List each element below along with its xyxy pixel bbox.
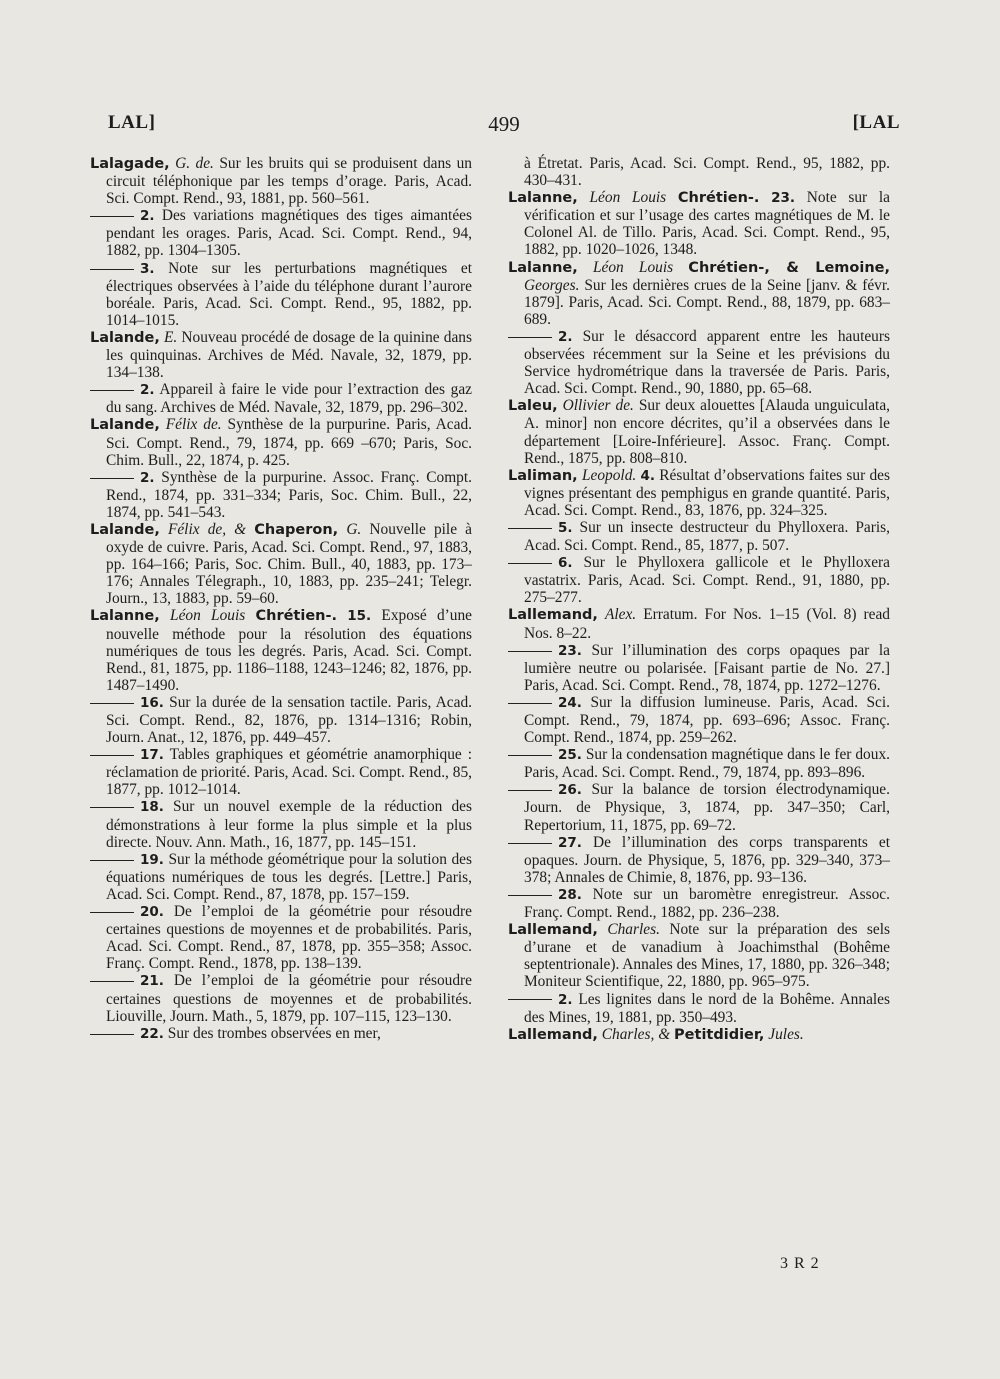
entry-text: Synthèse de la purpurine. Paris, Acad. Sci. Compt. Rend., 79, 1874, pp. 669 –670; Paris, Soc. Chim. Bull., 22, 1874, p. 425. <box>106 416 472 469</box>
entry-number: 2. <box>140 208 155 225</box>
author-surname: Lallemand, <box>508 1026 598 1043</box>
entry-text: Des variations magnétiques des tiges aimantées pendant les orages. Paris, Acad. Sci. Compt. Rend., 94, 1882, pp. 1304–1305. <box>106 207 472 260</box>
ditto-dash <box>508 563 552 564</box>
bibliography-entry <box>508 834 890 886</box>
bibliography-entry <box>508 259 890 328</box>
ditto-dash <box>508 755 552 756</box>
author-surname: Lallemand, <box>508 607 598 624</box>
ditto-dash <box>90 703 134 704</box>
author-surname: Laliman, <box>508 467 578 484</box>
entry-number: 15. <box>347 608 372 625</box>
ditto-dash <box>508 337 552 338</box>
entry-text: Note sur la préparation des sels d’urane et de vanadium à Joachimsthal (Bohême septentrionale). Annales des Mines, 17, 1880, pp. 326–348; Moniteur Scientifique, 22, 1880, pp. 965–975. <box>524 921 890 991</box>
running-header <box>108 112 900 142</box>
author-surname: Lallemand, <box>508 922 598 939</box>
entry-text: Nouvelle pile à oxyde de cuivre. Paris, Acad. Sci. Compt. Rend., 97, 1883, pp. 164–166; Paris, Soc. Chim. Bull., 40, 1883, pp. 173–176; Annales Télegraph., 10, 1883, pp. 235–241; Telegr. Journ., 13, 1883, pp. 59–60. <box>106 520 472 608</box>
author-given-name: Léon Louis <box>170 607 246 625</box>
entry-number: 18. <box>140 799 164 816</box>
bibliography-entry <box>508 155 890 189</box>
ditto-dash <box>508 843 552 844</box>
bibliography-entry <box>508 519 890 554</box>
author-given-name: Léon Louis <box>589 189 667 207</box>
bibliography-entry <box>508 328 890 397</box>
entry-text: De l’illumination des corps transparents et opaques. Journ. de Physique, 5, 1876, pp. 329–340, 373–378; Annales de Chimie, 8, 1876, pp. 93–136. <box>524 833 890 886</box>
ditto-dash <box>90 390 134 391</box>
entry-number: 4. <box>640 467 656 484</box>
bibliography-entry <box>508 886 890 921</box>
entry-number: 19. <box>140 851 164 868</box>
entry-text: Sur les bruits qui se produisent dans un circuit téléphonique par les temps d’orage. Paris, Acad. Sci. Compt. Rend., 93, 1881, pp. 560–561. <box>106 155 472 208</box>
bibliography-entry <box>508 746 890 781</box>
entry-number: 6. <box>558 555 573 572</box>
header-right: [LAL <box>852 112 900 133</box>
entry-number: 23. <box>771 190 796 207</box>
entry-text: Note sur un baromètre enregistreur. Assoc. Franç. Compt. Rend., 1882, pp. 236–238. <box>524 885 890 922</box>
author-given-name: G. de. <box>175 155 214 172</box>
ditto-dash <box>508 790 552 791</box>
coauthor-surname: Chrétien-, & Lemoine, <box>688 259 890 276</box>
bibliography-entry <box>90 1025 472 1043</box>
bibliography-entry <box>90 851 472 903</box>
author-given-name: Charles, & <box>601 1025 671 1043</box>
entry-text: Sur la condensation magnétique dans le fer doux. Paris, Acad. Sci. Compt. Rend., 79, 1874, pp. 893–896. <box>524 746 890 782</box>
ditto-dash <box>90 1034 134 1035</box>
bibliography-entry <box>90 521 472 607</box>
coauthor-given-name: Georges. <box>524 276 580 294</box>
bibliography-entry <box>90 207 472 259</box>
ditto-dash <box>508 999 552 1000</box>
entry-text: Sur l’illumination des corps opaques par la lumière neutre ou polarisée. [Faisant partie de No. 27.] Paris, Acad. Sci. Compt. Rend., 78, 1874, pp. 1272–1276. <box>524 641 890 694</box>
entry-number: 2. <box>140 382 155 399</box>
ditto-dash <box>90 216 134 217</box>
author-given-name: Alex. <box>604 606 637 624</box>
author-given-name: Ollivier de. <box>562 397 634 415</box>
bibliography-entry <box>90 329 472 381</box>
entry-text: Sur un nouvel exemple de la réduction des démonstrations à leur forme la plus simple et la plus directe. Nouv. Ann. Math., 16, 1877, pp. 145–151. <box>106 798 472 851</box>
entry-text: Sur la diffusion lumineuse. Paris, Acad. Sci. Compt. Rend., 79, 1874, pp. 693–696; Assoc. Franç. Compt. Rend., 1874, pp. 259–262. <box>524 693 890 747</box>
coauthor-given-name: Jules. <box>768 1025 804 1043</box>
bibliography-entry <box>90 607 472 693</box>
bibliography-entry <box>508 921 890 990</box>
author-given-name: E. <box>163 328 178 346</box>
ditto-dash <box>90 860 134 861</box>
author-given-name: Félix de. <box>165 416 222 434</box>
bibliography-entry <box>90 694 472 746</box>
ditto-dash <box>90 981 134 982</box>
entry-number: 22. <box>140 1025 164 1042</box>
signature-mark: 3 R 2 <box>780 1255 820 1272</box>
author-given-name: Félix de, & <box>167 520 247 538</box>
entry-text: à Étretat. Paris, Acad. Sci. Compt. Rend., 95, 1882, pp. 430–431. <box>524 155 890 190</box>
entry-text: Sur la durée de la sensation tactile. Paris, Acad. Sci. Compt. Rend., 82, 1876, pp. 1314–1316; Robin, Journ. Anat., 12, 1876, pp. 449–457. <box>106 693 472 747</box>
header-left: LAL] <box>108 112 156 133</box>
author-surname: Lalanne, <box>508 190 578 207</box>
coauthor-given-name: G. <box>346 520 362 538</box>
entry-number: 26. <box>558 782 582 799</box>
author-surname: Lalande, <box>90 521 160 538</box>
entry-number: 17. <box>140 747 164 764</box>
entry-number: 28. <box>558 886 582 903</box>
entry-text: Sur le désaccord apparent entre les hauteurs observées récemment sur la Seine et les prévisions du Service hydrométrique dans la traversée de Paris. Paris, Acad. Sci. Compt. Rend., 90, 1880, pp. 65–68. <box>524 327 890 398</box>
ditto-dash <box>508 651 552 652</box>
entry-text: De l’emploi de la géométrie pour résoudre certaines questions de moyennes et de probabilités. Liouville, Journ. Math., 5, 1879, pp. 107–115, 123–130. <box>106 972 472 1025</box>
author-surname: Lalande, <box>90 417 160 434</box>
bibliography-entry <box>508 642 890 694</box>
coauthor-surname: Chaperon, <box>254 521 339 538</box>
bibliography-entry <box>508 1026 890 1044</box>
ditto-dash <box>90 478 134 479</box>
entry-text: Erratum. For Nos. 1–15 (Vol. 8) read Nos. 8–22. <box>524 606 890 642</box>
coauthor-surname: Petitdidier, <box>674 1026 765 1043</box>
entry-number: 24. <box>558 694 582 711</box>
ditto-dash <box>90 912 134 913</box>
author-given-name: Charles. <box>607 921 660 939</box>
bibliography-entry <box>90 416 472 468</box>
author-given-name: Leopold. <box>581 466 637 484</box>
author-surname: Lalande, <box>90 329 160 346</box>
coauthor-surname: Chrétien-. <box>677 190 760 207</box>
entry-text: Synthèse de la purpurine. Assoc. Franç. Compt. Rend., 1874, pp. 331–334; Paris, Soc. Chim. Bull., 22, 1874, pp. 541–543. <box>106 468 472 521</box>
author-surname: Laleu, <box>508 398 558 415</box>
author-given-name: Léon Louis <box>592 258 674 276</box>
entry-text: Sur les dernières crues de la Seine [janv. & févr. 1879]. Paris, Acad. Sci. Compt. Rend., 88, 1879, pp. 683–689. <box>524 276 890 328</box>
author-surname: Lalagade, <box>90 156 170 172</box>
entry-number: 2. <box>558 991 573 1008</box>
entry-text: Note sur la vérification et sur l’usage des cartes magnétiques de M. le Colonel Al. de Tillo. Paris, Acad. Sci. Compt. Rend., 95, 1882, pp. 1020–1026, 1348. <box>524 189 890 259</box>
entry-text: Résultat d’observations faites sur des vignes présentant des pemphigus en grande quantité. Paris, Acad. Sci. Compt. Rend., 83, 1876, pp. 324–325. <box>524 466 890 519</box>
entry-number: 2. <box>558 328 573 345</box>
author-surname: Lalanne, <box>508 259 578 276</box>
left-column <box>90 155 472 1043</box>
entry-number: 23. <box>558 642 582 659</box>
ditto-dash <box>90 269 134 270</box>
entry-number: 16. <box>140 694 164 711</box>
entry-number: 25. <box>558 747 582 764</box>
bibliography-entry <box>508 781 890 833</box>
author-surname: Lalanne, <box>90 608 160 625</box>
entry-text: Sur le Phylloxera gallicole et le Phylloxera vastatrix. Paris, Acad. Sci. Compt. Rend., 91, 1880, pp. 275–277. <box>524 554 890 607</box>
entry-text: Note sur les perturbations magnétiques et électriques observées à l’aide du téléphone durant l’aurore boréale. Paris, Acad. Sci. Compt. Rend., 95, 1882, pp. 1014–1015. <box>106 259 472 329</box>
entry-text: Tables graphiques et géométrie anamorphique : réclamation de priorité. Paris, Acad. Sci. Compt. Rend., 85, 1877, pp. 1012–1014. <box>106 746 473 799</box>
bibliography-entry <box>90 746 472 798</box>
entry-text: Sur des trombes observées en mer, <box>167 1024 381 1042</box>
entry-text: Nouveau procédé de dosage de la quinine dans les quinquinas. Archives de Méd. Navale, 32, 1879, pp. 134–138. <box>106 328 472 382</box>
bibliography-entry <box>90 469 472 521</box>
entry-text: Exposé d’une nouvelle méthode pour la résolution des équations numériques de tous les degrés. Paris, Acad. Sci. Compt. Rend., 81, 1875, pp. 1186–1188, 1243–1246; 82, 1876, pp. 1487–1490. <box>106 607 472 694</box>
bibliography-entry <box>508 991 890 1026</box>
entry-number: 2. <box>140 469 155 486</box>
bibliography-entry <box>508 554 890 606</box>
coauthor-surname: Chrétien-. <box>255 608 338 625</box>
bibliography-entry <box>508 606 890 641</box>
bibliography-entry <box>90 260 472 329</box>
bibliography-entry <box>90 798 472 850</box>
bibliography-entry <box>508 189 890 258</box>
ditto-dash <box>508 703 552 704</box>
ditto-dash <box>90 755 134 756</box>
ditto-dash <box>90 807 134 808</box>
bibliography-entry <box>508 397 890 466</box>
ditto-dash <box>508 528 552 529</box>
entry-text: Sur la balance de torsion électrodynamique. Journ. de Physique, 3, 1874, pp. 347–350; Carl, Repertorium, 11, 1875, pp. 69–72. <box>524 781 890 834</box>
entry-text: Les lignites dans le nord de la Bohême. Annales des Mines, 19, 1881, pp. 350–493. <box>524 990 891 1026</box>
bibliography-entry <box>90 972 472 1024</box>
bibliography-entry <box>508 694 890 746</box>
ditto-dash <box>508 895 552 896</box>
bibliography-entry <box>508 467 890 519</box>
bibliography-entry <box>90 381 472 416</box>
entry-text: Appareil à faire le vide pour l’extraction des gaz du sang. Archives de Méd. Navale, 32, 1879, pp. 296–302. <box>106 381 472 417</box>
right-column <box>508 155 890 1044</box>
entry-number: 20. <box>140 904 164 921</box>
page-number: 499 <box>488 112 520 136</box>
entry-text: Sur la méthode géométrique pour la solution des équations numériques de tous les degrés. [Lettre.] Paris, Acad. Sci. Compt. Rend., 87, 1878, pp. 157–159. <box>106 850 472 903</box>
entry-number: 21. <box>140 973 164 990</box>
entry-number: 5. <box>558 519 573 536</box>
bibliography-entry <box>90 155 472 207</box>
entry-text: Sur un insecte destructeur du Phylloxera. Paris, Acad. Sci. Compt. Rend., 85, 1877, p. 507. <box>524 518 890 555</box>
bibliography-entry <box>90 903 472 972</box>
entry-text: Sur deux alouettes [Alauda unguiculata, A. minor] non encore décrites, qu’il a observées dans le département [Loire-Inférieure]. Assoc. Franç. Compt. Rend., 1875, pp. 808–810. <box>524 397 890 467</box>
entry-number: 3. <box>140 260 155 277</box>
entry-number: 27. <box>558 834 582 851</box>
entry-text: De l’emploi de la géométrie pour résoudre certaines questions de moyennes et de probabilités. Paris, Acad. Sci. Compt. Rend., 87, 1878, pp. 355–358; Assoc. Franç. Compt. Rend., 1878, pp. 138–139. <box>106 903 472 973</box>
